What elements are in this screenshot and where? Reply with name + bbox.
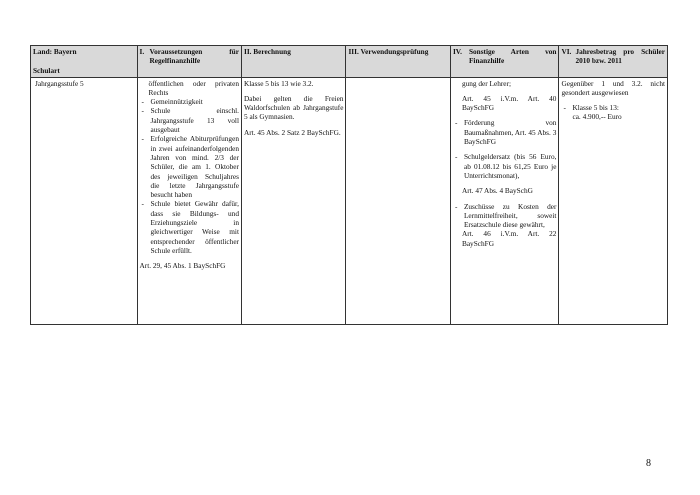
voraussetzungen-legal-ref: Art. 29, 45 Abs. 1 BaySchFG (139, 261, 226, 271)
header-sonstige-label: Sonstige Arten von Finanzhilfe (468, 47, 557, 66)
voraussetzungen-intro: öffentlichen oder privaten Rechts (148, 78, 239, 97)
cell-jahresbetrag (559, 77, 668, 324)
header-land-schulart (31, 46, 138, 78)
cell-berechnung (241, 77, 345, 324)
header-sonstige (450, 46, 559, 78)
jahresbetrag-value: ca. 4.900,-- Euro (572, 112, 622, 122)
header-voraussetzungen-number: I. (139, 47, 145, 56)
voraussetzungen-item: - Schule bietet Gewähr dafür, dass sie Bildungs- und Erziehungsziele in gleichwertiger Weise mit entsprechender öffentlicher Schule erfüllt. (140, 199, 239, 255)
finanzhilfe-table (30, 45, 668, 325)
sonstige-intro: gung der Lehrer; (461, 78, 511, 88)
sonstige-item-ref: Art. 46 i.V.m. Art. 22 BaySchFG (461, 229, 557, 248)
header-verwendungspruefung: III. Verwendungsprüfung (346, 46, 450, 78)
cell-verwendungspruefung (346, 77, 450, 324)
sonstige-item: - Zuschüsse zu Kosten der Lernmittelfreiheit, soweit Ersatzschule diese gewährt, (453, 202, 557, 230)
schulart-text: Jahrgangsstufe 5 (35, 78, 84, 88)
voraussetzungen-item: - Gemeinnützigkeit (140, 97, 239, 106)
page-number: 8 (646, 458, 651, 469)
header-schulart: Schulart (33, 66, 60, 76)
header-jahresbetrag (559, 46, 668, 78)
header-berechnung: II. Berechnung (241, 46, 345, 78)
cell-schulart (31, 77, 138, 324)
header-voraussetzungen-label: Voraussetzungen für Regelfinanzhilfe (149, 47, 239, 66)
voraussetzungen-item: - Schule einschl. Jahrgangsstufe 13 voll ausgebaut (140, 106, 239, 134)
table-row (31, 77, 668, 324)
jahresbetrag-item: - Klasse 5 bis 13: (561, 103, 665, 112)
sonstige-intro-ref: Art. 45 i.V.m. Art. 40 BaySchFG (461, 93, 557, 113)
voraussetzungen-item: - Erfolgreiche Abiturprüfungen in zwei aufeinanderfolgenden Jahren von mind. 2/3 der Schüler, die am 1. Oktober des jeweiligen Schuljahres die letzte Jahrgangsstufe besucht haben (140, 134, 239, 199)
berechnung-line: Dabei gelten die Freien Waldorfschulen ab Jahrgangstufe 5 als Gymnasien. (243, 93, 344, 122)
header-jahresbetrag-label: Jahresbetrag pro Schüler 2010 bzw. 2011 (575, 47, 665, 66)
sonstige-item: - Förderung von Baumaßnahmen, Art. 45 Abs. 3 BaySchFG (453, 118, 557, 146)
header-row (31, 46, 668, 78)
header-land: Land: Bayern (33, 47, 77, 56)
header-sonstige-number: IV. (452, 47, 462, 56)
sonstige-item-ref: Art. 47 Abs. 4 BaySchG (461, 186, 533, 196)
cell-voraussetzungen (137, 77, 241, 324)
jahresbetrag-note: Gegenüber 1 und 3.2. nicht gesondert ausgewiesen (561, 78, 665, 97)
cell-sonstige (450, 77, 559, 324)
sonstige-item: - Schulgeldersatz (bis 56 Euro, ab 01.08.12 bis 61,25 Euro je Unterrichtsmonat), (453, 152, 557, 180)
berechnung-legal-ref: Art. 45 Abs. 2 Satz 2 BaySchFG. (243, 127, 341, 137)
header-jahresbetrag-number: VI. (561, 47, 572, 56)
header-voraussetzungen (137, 46, 241, 78)
berechnung-line: Klasse 5 bis 13 wie 3.2. (243, 78, 314, 88)
